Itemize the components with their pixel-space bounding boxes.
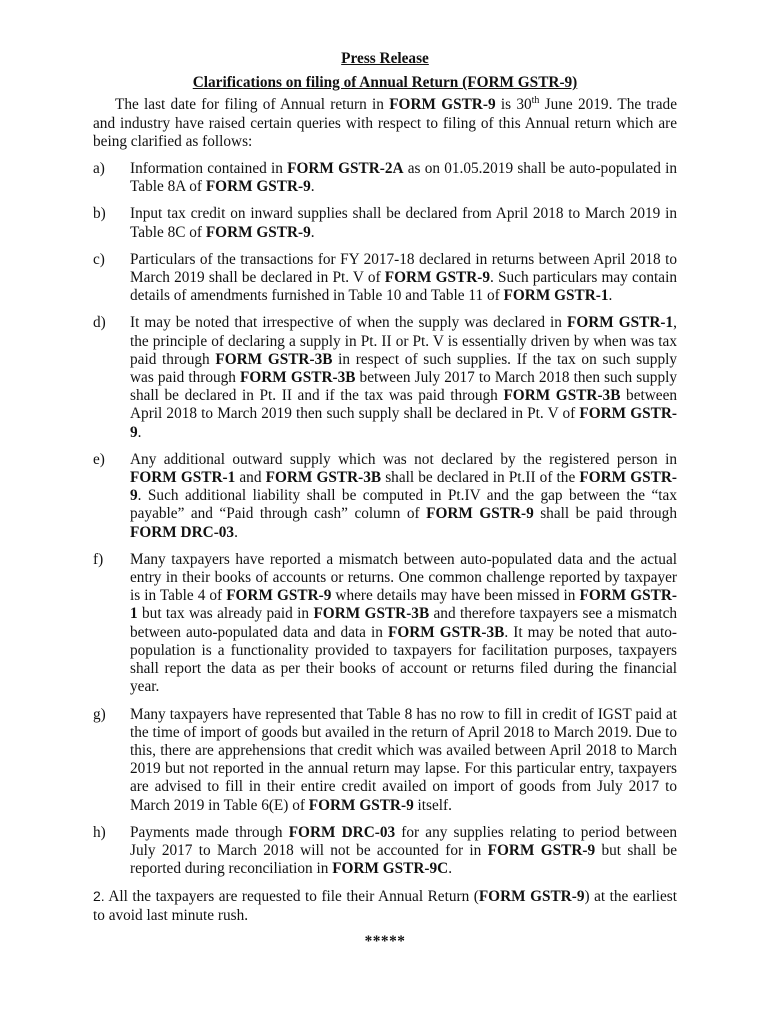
form-name: FORM GSTR-3B xyxy=(313,605,430,623)
list-item-label: c) xyxy=(93,250,105,268)
list-item xyxy=(93,551,677,697)
text-run: , the principle of declaring a supply in Pt. II or Pt. V is essentially driven by when was tax paid through xyxy=(130,314,677,368)
text-run: The last date for filing of Annual return in xyxy=(115,96,390,114)
text-run: Any additional outward supply which was not declared by the registered person in xyxy=(130,450,677,468)
ordinal-suffix: th xyxy=(531,95,540,107)
text-run: ) at the earliest to avoid last minute rush. xyxy=(93,888,677,924)
text-run: between July 2017 to March 2018 then such supply shall be declared in Pt. II and if the tax was paid through xyxy=(130,369,678,405)
text-run: where details may have been missed in xyxy=(331,587,580,605)
form-name: FORM GSTR-9 xyxy=(130,405,677,441)
text-run: but tax was already paid in xyxy=(137,605,314,623)
text-run: Particulars of the transactions for FY 2017-18 declared in returns between April 2018 to March 2019 shall be declared in Pt. V of xyxy=(130,250,677,287)
form-name: FORM GSTR-3B xyxy=(503,387,621,405)
form-name: FORM GSTR-9 xyxy=(384,269,491,287)
text-run: and xyxy=(235,469,266,487)
list-item-text xyxy=(130,314,677,441)
form-name: FORM DRC-03 xyxy=(130,523,235,541)
text-run: . xyxy=(448,860,453,878)
list-item xyxy=(93,314,677,441)
list-item-text xyxy=(130,706,677,815)
text-run: . xyxy=(310,223,315,241)
form-name: FORM GSTR-9 xyxy=(389,96,496,114)
form-name: FORM GSTR-9 xyxy=(205,223,311,241)
form-name: FORM GSTR-9 xyxy=(308,796,414,814)
form-name: FORM GSTR-9 xyxy=(205,178,311,196)
text-run: shall be paid through xyxy=(533,505,677,523)
form-name: FORM GSTR-3B xyxy=(240,369,356,387)
text-run: . xyxy=(137,423,142,441)
closing-number: 2. xyxy=(93,888,105,905)
list-item xyxy=(93,251,677,306)
list-item-text xyxy=(130,205,677,241)
list-item-label: e) xyxy=(93,450,105,468)
list-item xyxy=(93,205,677,241)
form-name: FORM GSTR-3B xyxy=(215,350,333,368)
form-name: FORM GSTR-9C xyxy=(332,860,449,878)
list-item-text xyxy=(130,824,677,879)
form-name: FORM GSTR-9 xyxy=(226,587,332,605)
text-run: Information contained in xyxy=(130,160,288,178)
list-item xyxy=(93,824,677,879)
clarification-list xyxy=(93,160,677,878)
text-run: . It may be noted that auto-population is a functionality provided to taxpayers for facilitation purposes, taxpayers shall report the data as per their books of account or returns filed during the financial year. xyxy=(130,623,677,696)
list-item-text xyxy=(130,451,677,542)
text-run: It may be noted that irrespective of when the supply was declared in xyxy=(130,314,567,332)
list-item-label: g) xyxy=(93,705,106,723)
text-run: . xyxy=(234,523,238,541)
form-name: FORM GSTR-1 xyxy=(130,587,678,623)
list-item xyxy=(93,160,677,196)
list-item-text xyxy=(130,551,677,697)
list-item-label: f) xyxy=(93,550,104,568)
intro-paragraph xyxy=(93,96,677,151)
form-name: FORM GSTR-2A xyxy=(287,160,404,178)
end-marker: ***** xyxy=(364,932,406,950)
text-run: . Such particulars may contain details of amendments furnished in Table 10 and Table 11 of xyxy=(130,269,677,305)
text-run: itself. xyxy=(413,796,452,814)
form-name: FORM GSTR-9 xyxy=(487,841,596,859)
text-run: Input tax credit on inward supplies shall be declared from April 2018 to March 2019 in Table 8C of xyxy=(130,205,677,241)
page-subtitle: Clarifications on filing of Annual Return (FORM GSTR-9) xyxy=(192,74,578,92)
text-run: in respect of such supplies. If the tax on such supply was paid through xyxy=(130,350,678,387)
list-item xyxy=(93,451,677,542)
text-run: . Such additional liability shall be computed in Pt.IV and the gap between the “tax payable” and “Paid through cash” column of xyxy=(130,487,677,523)
form-name: FORM GSTR-1 xyxy=(566,314,674,332)
list-item-text xyxy=(130,251,677,306)
form-name: FORM GSTR-9 xyxy=(130,469,677,505)
form-name: FORM GSTR-3B xyxy=(387,623,505,641)
text-run: . xyxy=(310,178,315,196)
text-run: Payments made through xyxy=(130,823,289,841)
list-item-label: a) xyxy=(93,160,105,178)
closing-text xyxy=(93,888,677,923)
list-item xyxy=(93,706,677,815)
text-run: but shall be reported during reconciliation in xyxy=(130,841,678,878)
form-name: FORM GSTR-3B xyxy=(265,469,382,487)
text-run: for any supplies relating to period between July 2017 to March 2018 will not be accounted for in xyxy=(130,823,678,859)
list-item-label: d) xyxy=(93,314,106,332)
text-run: is 30 xyxy=(495,96,532,114)
closing-paragraph xyxy=(93,887,677,924)
text-run: Many taxpayers have represented that Table 8 has no row to fill in credit of IGST paid at the time of import of goods but availed in the return of April 2018 to March 2019. Due to this, there are apprehensions that credit which was availed between April 2018 to March 2019 but not reported in the annual return may lapse. For this particular entry, taxpayers are advised to fill in their entire credit availed on import of goods from July 2017 to March 2019 in Table 6(E) of xyxy=(130,705,677,814)
text-run: All the taxpayers are requested to file their Annual Return ( xyxy=(104,888,479,906)
list-item-label: b) xyxy=(93,205,106,223)
list-item-text xyxy=(130,160,677,196)
form-name: FORM GSTR-9 xyxy=(426,505,534,523)
text-run: and therefore taxpayers see a mismatch between auto-populated data and data in xyxy=(130,605,678,641)
text-run: . xyxy=(608,287,613,305)
form-name: FORM GSTR-1 xyxy=(130,469,236,487)
form-name: FORM GSTR-1 xyxy=(503,287,609,305)
form-name: FORM DRC-03 xyxy=(288,823,396,841)
text-run: Many taxpayers have reported a mismatch between auto-populated data and the actual entry in their books of accounts or returns. One common challenge reported by taxpayer is in Table 4 of xyxy=(130,550,677,605)
text-run: shall be declared in Pt.II of the xyxy=(381,469,580,487)
list-item-label: h) xyxy=(93,823,106,841)
form-name: FORM GSTR-9 xyxy=(478,888,585,906)
text-run: June 2019. The trade and industry have raised certain queries with respect to filing of this Annual return which are being clarified as follows: xyxy=(93,96,677,150)
page-title: Press Release xyxy=(341,50,429,67)
text-run: between April 2018 to March 2019 then such supply shall be declared in Pt. V of xyxy=(130,387,678,423)
text-run: as on 01.05.2019 shall be auto-populated in Table 8A of xyxy=(130,160,677,196)
